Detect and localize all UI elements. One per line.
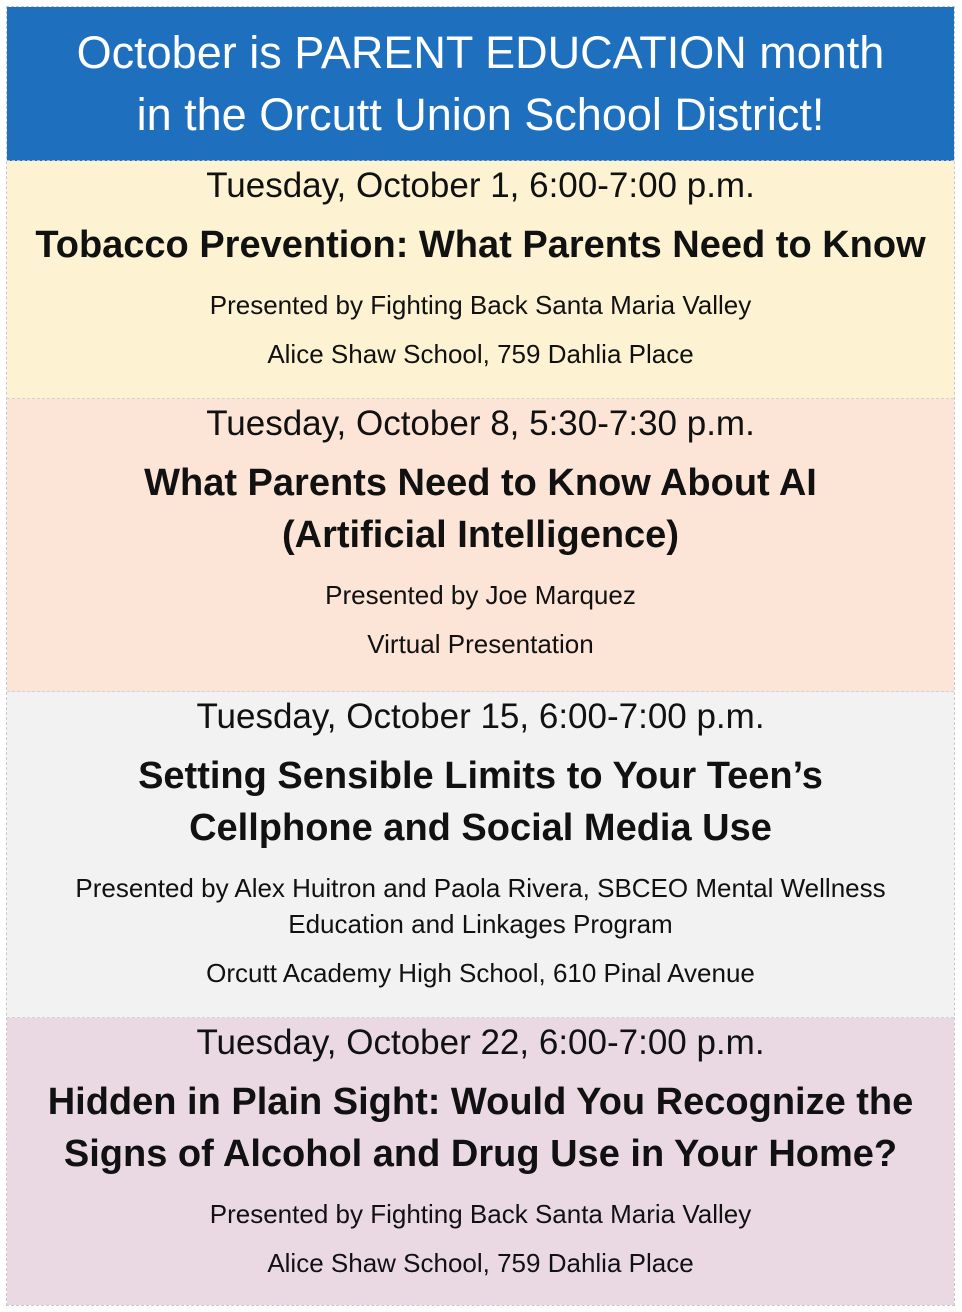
event-title-line: Setting Sensible Limits to Your Teen’s xyxy=(138,755,823,797)
event-title xyxy=(120,750,841,854)
event-october-15 xyxy=(7,692,954,1018)
event-title-line: Cellphone and Social Media Use xyxy=(189,807,772,849)
flyer xyxy=(6,6,955,1306)
event-title-line: Signs of Alcohol and Drug Use in Your Home? xyxy=(63,1133,898,1175)
event-date: Tuesday, October 15, 6:00-7:00 p.m. xyxy=(196,697,765,736)
event-presenter xyxy=(192,287,769,323)
event-october-22 xyxy=(7,1018,954,1306)
event-title-line: What Parents Need to Know About AI xyxy=(144,462,817,504)
event-title xyxy=(126,457,835,561)
event-presenter-line: Presented by Joe Marquez xyxy=(325,580,636,610)
event-presenter-line: Education and Linkages Program xyxy=(288,909,673,939)
event-location: Alice Shaw School, 759 Dahlia Place xyxy=(267,1248,694,1278)
event-presenter-line: Presented by Alex Huitron and Paola Rivera, SBCEO Mental Wellness xyxy=(75,873,886,903)
event-presenter-line: Presented by Fighting Back Santa Maria Valley xyxy=(209,1199,752,1229)
event-date: Tuesday, October 22, 6:00-7:00 p.m. xyxy=(196,1023,765,1062)
event-october-8 xyxy=(7,399,954,692)
event-title xyxy=(30,1076,932,1180)
event-location: Alice Shaw School, 759 Dahlia Place xyxy=(267,339,694,369)
header-line-2: in the Orcutt Union School District! xyxy=(136,88,825,140)
header-line-1: October is PARENT EDUCATION month xyxy=(76,26,885,78)
header-banner xyxy=(7,7,954,161)
event-presenter xyxy=(57,870,903,942)
event-location: Virtual Presentation xyxy=(367,629,594,659)
event-date: Tuesday, October 8, 5:30-7:30 p.m. xyxy=(206,404,755,443)
event-presenter xyxy=(307,577,654,613)
event-date: Tuesday, October 1, 6:00-7:00 p.m. xyxy=(206,166,755,205)
event-october-1 xyxy=(7,161,954,399)
event-title xyxy=(17,219,943,271)
event-title-line: Tobacco Prevention: What Parents Need to Know xyxy=(35,224,926,266)
event-presenter-line: Presented by Fighting Back Santa Maria Valley xyxy=(209,290,752,320)
event-location: Orcutt Academy High School, 610 Pinal Avenue xyxy=(206,958,755,988)
event-title-line: (Artificial Intelligence) xyxy=(282,514,679,556)
event-title-line: Hidden in Plain Sight: Would You Recognize the xyxy=(47,1081,914,1123)
event-presenter xyxy=(192,1196,769,1232)
